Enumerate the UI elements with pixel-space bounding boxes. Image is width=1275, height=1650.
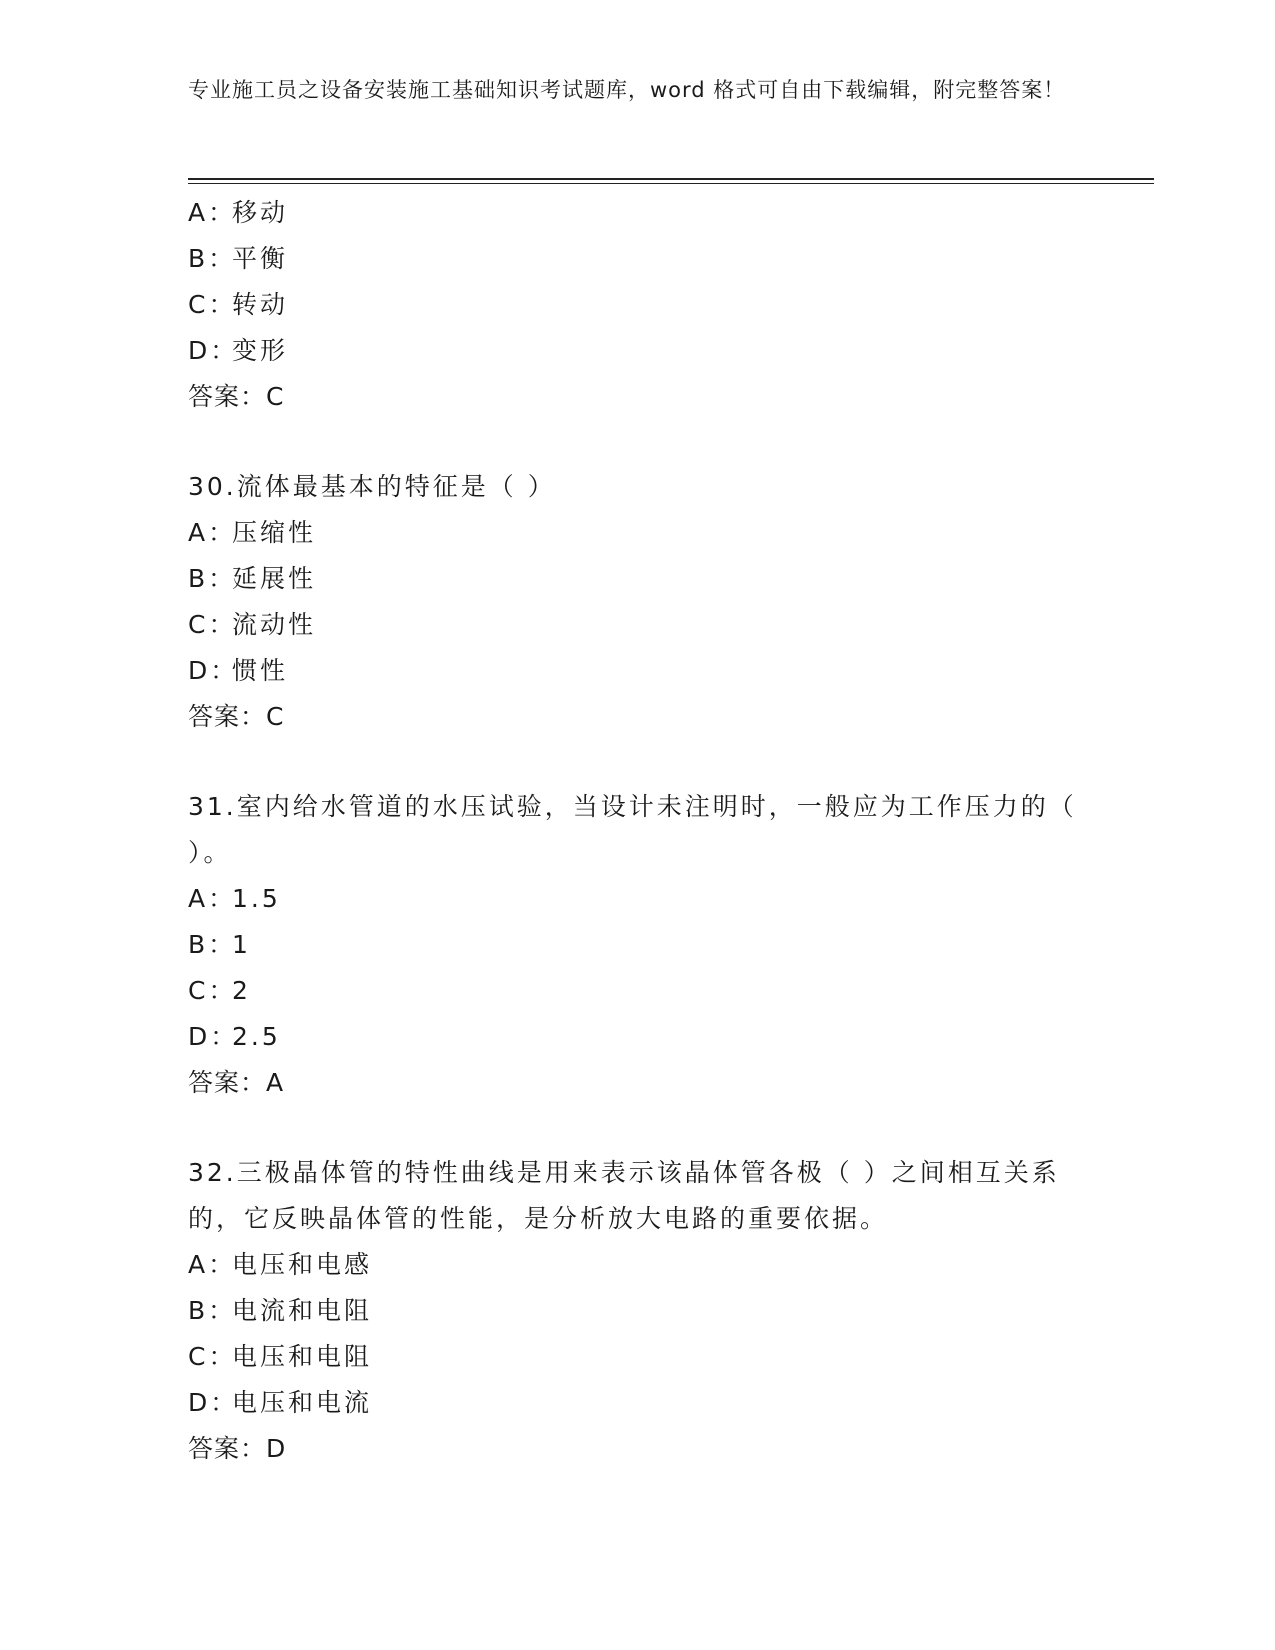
option-key: D： — [188, 656, 239, 685]
option-a — [188, 190, 1088, 236]
question-32 — [188, 1150, 1088, 1472]
document-header: 专业施工员之设备安装施工基础知识考试题库，word 格式可自由下载编辑，附完整答案！ — [188, 78, 1066, 102]
option-key: A： — [188, 518, 237, 547]
option-key: C： — [188, 610, 237, 639]
option-key: C： — [188, 976, 237, 1005]
option-text: 延展性 — [232, 564, 317, 593]
answer-line: 答案：C — [188, 382, 285, 411]
option-b — [188, 922, 1088, 968]
question-29 — [188, 190, 1088, 420]
header-divider-thick — [188, 178, 1154, 180]
option-b — [188, 236, 1088, 282]
option-a — [188, 1242, 1088, 1288]
option-text: 压缩性 — [232, 518, 317, 547]
option-key: C： — [188, 290, 237, 319]
option-c — [188, 282, 1088, 328]
option-text: 变形 — [232, 336, 289, 365]
option-d — [188, 1014, 1088, 1060]
option-text: 1 — [232, 930, 251, 959]
option-key: A： — [188, 198, 237, 227]
header-divider-thin — [188, 183, 1154, 184]
option-key: B： — [188, 244, 237, 273]
option-key: B： — [188, 930, 237, 959]
option-a — [188, 876, 1088, 922]
option-text: 转动 — [232, 290, 289, 319]
option-text: 2.5 — [232, 1022, 281, 1051]
option-d — [188, 1380, 1088, 1426]
option-a — [188, 510, 1088, 556]
option-b — [188, 1288, 1088, 1334]
question-stem: 32.三极晶体管的特性曲线是用来表示该晶体管各极（ ）之间相互关系的，它反映晶体管的性能，是分析放大电路的重要依据。 — [188, 1158, 1060, 1233]
option-b — [188, 556, 1088, 602]
option-key: D： — [188, 1022, 239, 1051]
option-c — [188, 602, 1088, 648]
option-key: A： — [188, 884, 237, 913]
option-text: 电压和电阻 — [232, 1342, 373, 1371]
option-text: 2 — [232, 976, 251, 1005]
option-text: 流动性 — [232, 610, 317, 639]
question-30 — [188, 464, 1088, 740]
option-c — [188, 1334, 1088, 1380]
option-key: A： — [188, 1250, 237, 1279]
option-c — [188, 968, 1088, 1014]
answer-line: 答案：D — [188, 1434, 287, 1463]
option-d — [188, 648, 1088, 694]
answer-line: 答案：A — [188, 1068, 285, 1097]
option-key: D： — [188, 1388, 239, 1417]
question-stem: 30.流体最基本的特征是（ ） — [188, 472, 556, 501]
option-key: D： — [188, 336, 239, 365]
question-31 — [188, 784, 1088, 1106]
option-text: 惯性 — [232, 656, 289, 685]
option-d — [188, 328, 1088, 374]
option-key: B： — [188, 564, 237, 593]
option-key: C： — [188, 1342, 237, 1371]
option-text: 电压和电感 — [232, 1250, 373, 1279]
option-text: 1.5 — [232, 884, 281, 913]
option-text: 移动 — [232, 198, 289, 227]
question-stem: 31.室内给水管道的水压试验，当设计未注明时，一般应为工作压力的（ ）。 — [188, 792, 1077, 867]
question-list — [188, 190, 1088, 1472]
option-text: 平衡 — [232, 244, 289, 273]
answer-line: 答案：C — [188, 702, 285, 731]
option-text: 电压和电流 — [232, 1388, 373, 1417]
option-key: B： — [188, 1296, 237, 1325]
option-text: 电流和电阻 — [232, 1296, 373, 1325]
